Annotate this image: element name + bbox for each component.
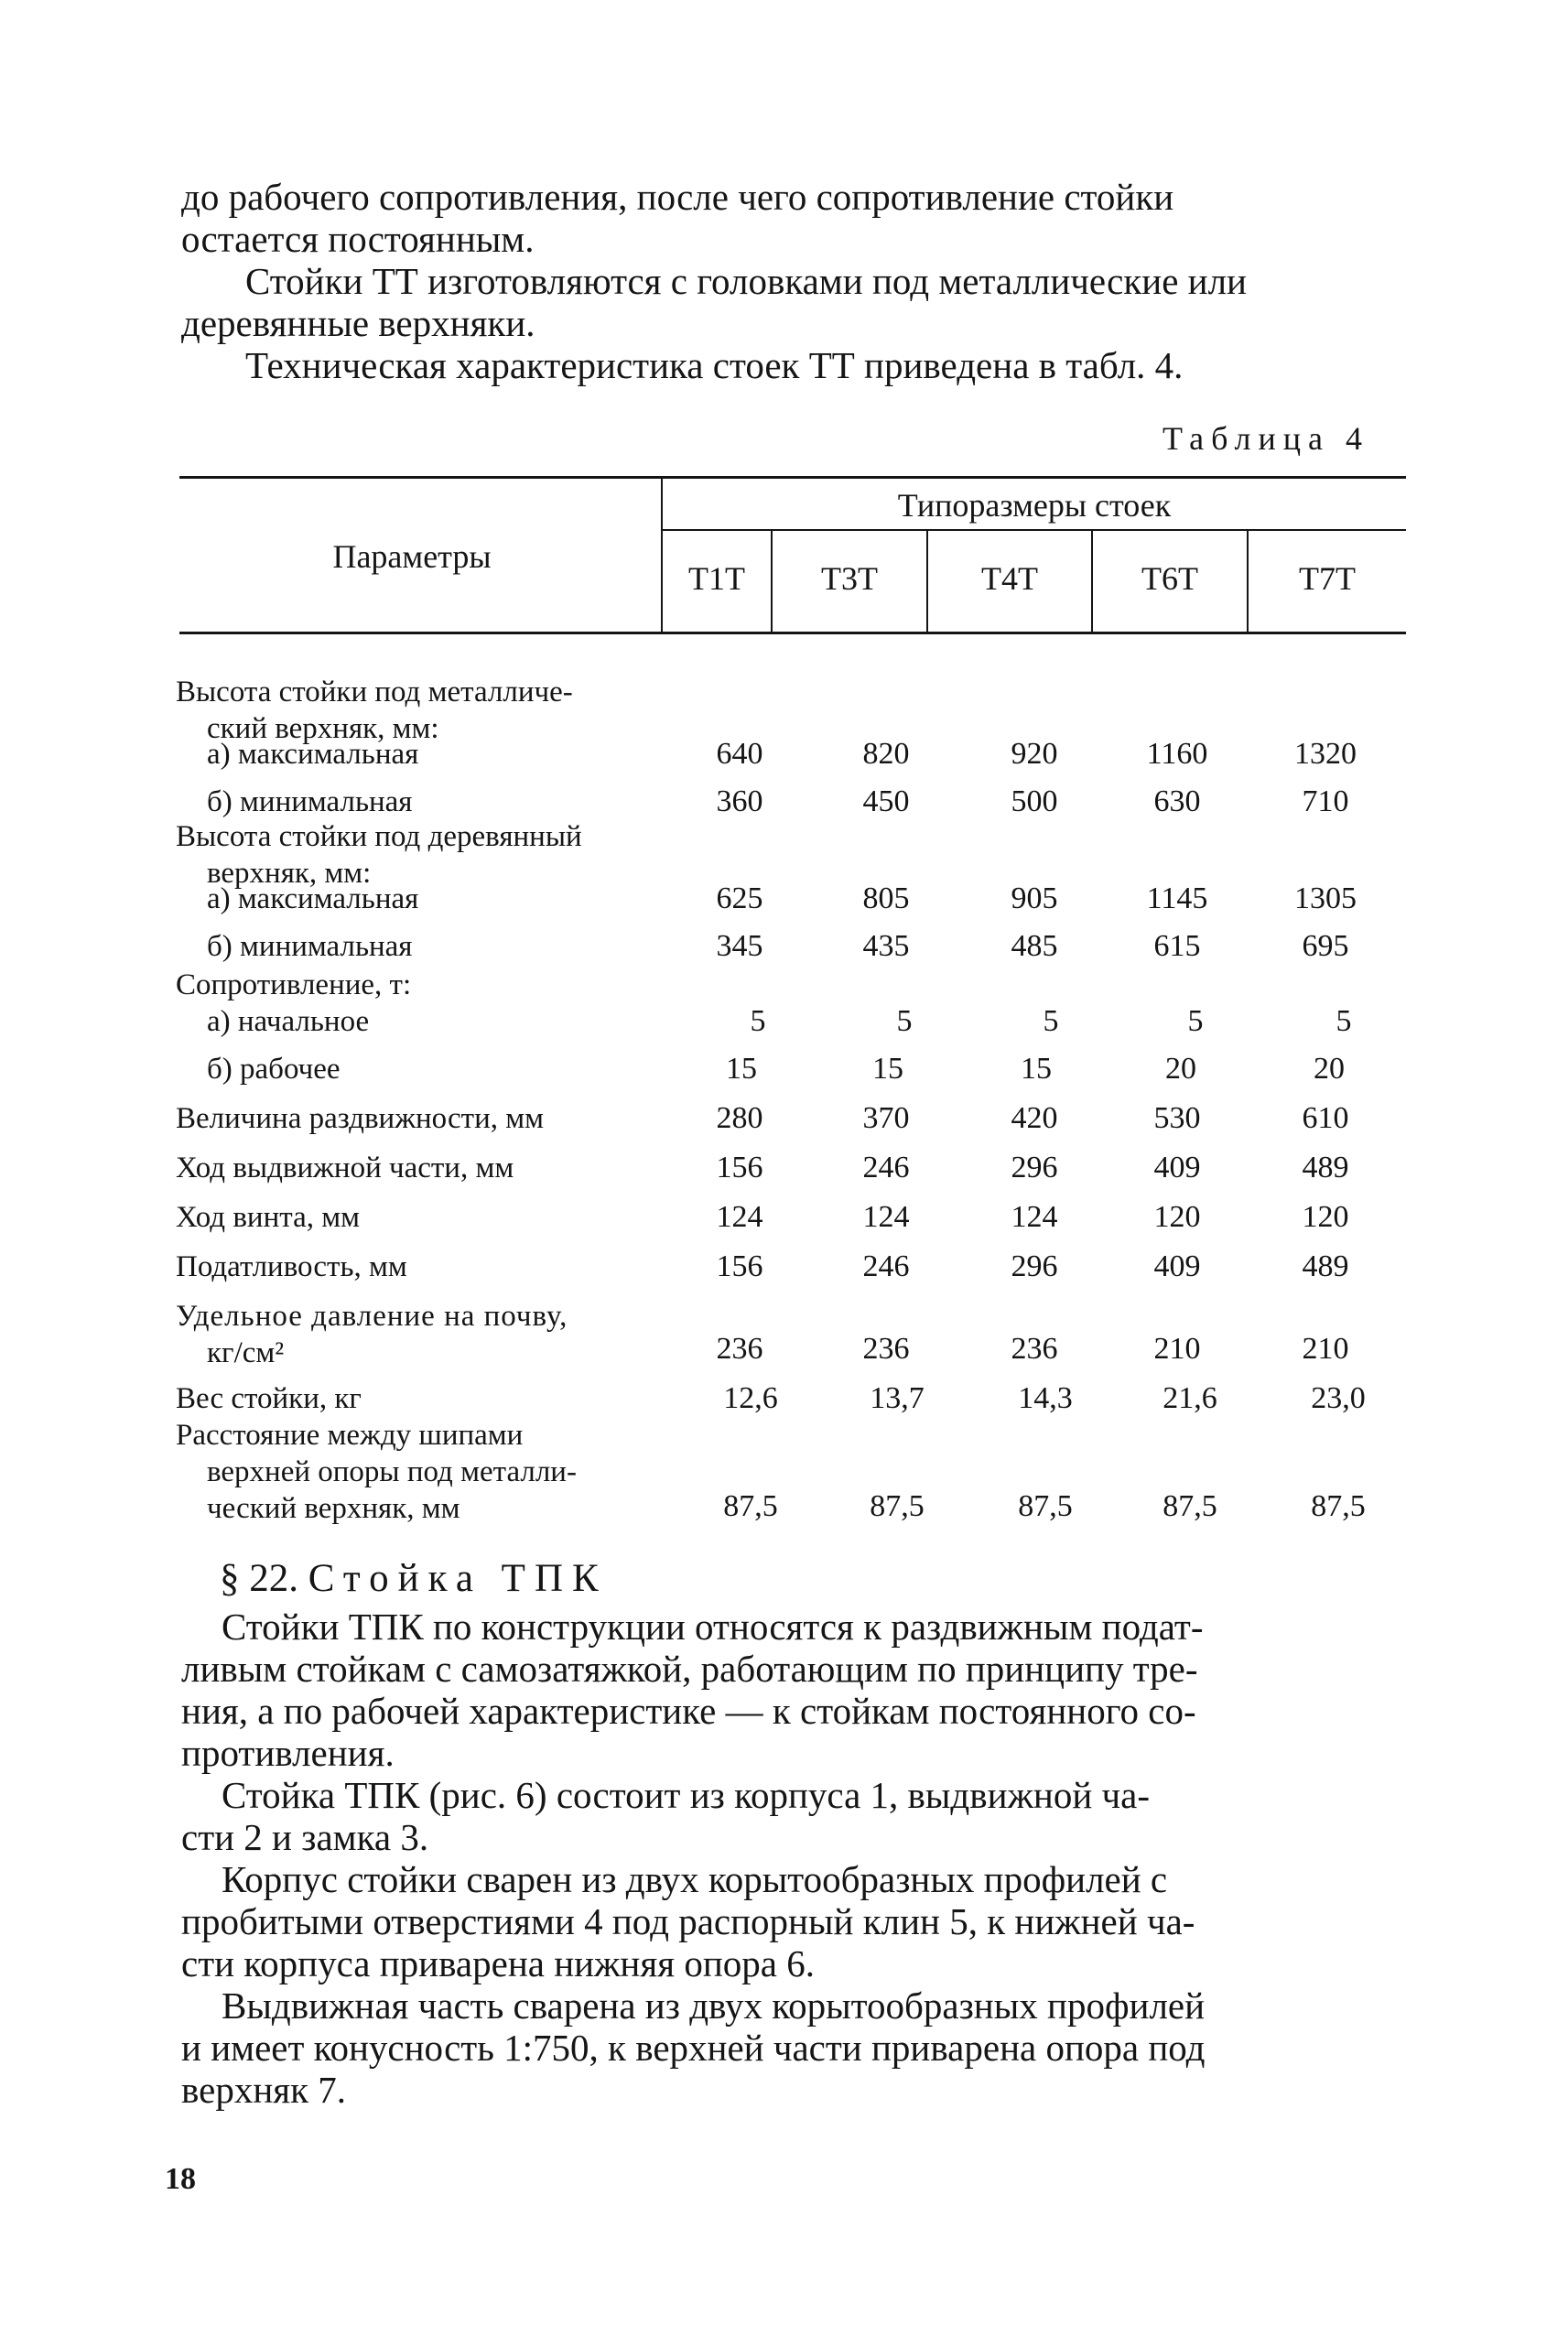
label-line: а) максимальная [207,738,419,771]
table-cell: 409 [1153,1249,1201,1283]
table-cell: 1145 [1146,881,1208,915]
table-cell: 420 [1011,1101,1058,1135]
table-row-label [176,967,670,1003]
table-cell: 485 [1011,929,1058,963]
table-cell: 14,3 [1018,1381,1073,1415]
table-cell: 820 [862,737,910,771]
table-cell: 530 [1153,1101,1201,1135]
table-cell: 615 [1153,929,1201,963]
table-cell: 489 [1302,1151,1349,1184]
text-line: и имеет конусность 1:750, к верхней части приварена опора под [181,2027,1206,2069]
label-line: Высота стойки под металличе- [176,676,573,708]
table-row-label [176,1100,670,1137]
column-header: Т4Т [981,560,1038,597]
table-row-label [176,1003,670,1040]
table-cell: 236 [1011,1332,1058,1366]
label-line: Удельное давление на почву, [176,1300,568,1333]
label-line: Высота стойки под деревянный [176,820,582,853]
table-cell: 15 [1021,1052,1052,1086]
text-line: Стойка ТПК (рис. 6) состоит из корпуса 1, выдвижной ча- [222,1774,1151,1816]
group-header: Типоразмеры стоек [897,487,1172,524]
table-cell: 13,7 [870,1381,925,1415]
label-line: верхняк, мм: [207,857,372,890]
table-cell: 236 [862,1332,910,1366]
table-cell: 640 [716,737,763,771]
table-row-label [176,784,670,820]
column-header: Т7Т [1299,560,1356,597]
table-cell: 280 [716,1101,763,1135]
section-title-text: Стойка ТПК [308,1557,608,1600]
table-cell: 124 [1011,1200,1058,1234]
section-paragraph-2 [181,1774,1410,1858]
table-row-label [176,1298,670,1371]
label-line: ский верхняк, мм: [207,712,439,745]
table-row-label [176,1150,670,1186]
table-cell: 610 [1302,1101,1349,1135]
label-line: верхней опоры под металли- [207,1455,577,1488]
text-line: ния, а по рабочей характеристике — к стойкам постоянного со- [181,1690,1196,1732]
table-cell: 435 [862,929,910,963]
table-cell: 905 [1011,881,1058,915]
table-cell: 210 [1153,1332,1201,1366]
label-line: Вес стойки, кг [176,1382,362,1415]
intro-paragraph-2 [181,260,1410,344]
param-column-divider [661,478,663,633]
table-cell: 1320 [1294,737,1357,771]
label-line: Расстояние между шипами [176,1419,524,1452]
text-line: до рабочего сопротивления, после чего сопротивление стойки [181,176,1174,218]
table-cell: 210 [1302,1332,1349,1366]
table-cell: 710 [1302,784,1349,818]
label-line: б) рабочее [207,1053,341,1086]
section-number: § 22. [220,1557,298,1600]
table-cell: 20 [1314,1052,1345,1086]
page-number: 18 [165,2162,196,2196]
label-line: а) начальное [207,1005,370,1038]
table-cell: 630 [1153,784,1201,818]
table-cell: 12,6 [723,1381,778,1415]
label-line: Ход винта, мм [176,1201,360,1234]
table-cell: 5 [1187,1004,1204,1038]
table-row-label [176,1051,670,1087]
table-row-label [176,928,670,965]
table-cell: 87,5 [1018,1489,1073,1523]
table-cell: 124 [716,1200,763,1234]
label-line: Величина раздвижности, мм [176,1102,544,1135]
table-cell: 625 [716,881,763,915]
table-cell: 21,6 [1162,1381,1217,1415]
table-cell: 1305 [1294,881,1357,915]
table-cell: 23,0 [1311,1381,1366,1415]
table-header-bottom-rule [179,632,1406,634]
intro-paragraph-3 [181,344,1410,386]
table-cell: 120 [1153,1200,1201,1234]
section-heading [220,1556,608,1601]
section-paragraph-1 [181,1606,1410,1774]
label-line: а) максимальная [207,882,419,915]
section-paragraph-4 [181,1984,1410,2111]
text-line: верхняк 7. [181,2069,347,2111]
table-cell: 409 [1153,1151,1201,1184]
table-cell: 246 [862,1151,910,1184]
table-row-label [176,1249,670,1285]
table-cell: 87,5 [1162,1489,1217,1523]
table-cell: 695 [1302,929,1349,963]
table-cell: 15 [726,1052,757,1086]
table-cell: 1160 [1146,737,1208,771]
text-line: противления. [181,1732,395,1774]
text-line: Стойки ТТ изготовляются с головками под металлические или [245,260,1247,302]
table-row-label [176,1199,670,1236]
table-cell: 920 [1011,737,1058,771]
table-cell: 5 [1043,1004,1059,1038]
table-top-rule [179,476,1406,479]
text-line: Выдвижная часть сварена из двух корытообразных профилей [222,1984,1206,2027]
table-caption: Таблица 4 [1162,420,1369,457]
table-cell: 370 [862,1101,910,1135]
table-cell: 450 [862,784,910,818]
table-cell: 87,5 [723,1489,778,1523]
table-cell: 360 [716,784,763,818]
table-cell: 345 [716,929,763,963]
label-line: кг/см² [207,1336,285,1369]
column-header: Т1Т [688,560,745,597]
table-cell: 87,5 [870,1489,925,1523]
text-line: пробитыми отверстиями 4 под распорный клин 5, к нижней ча- [181,1900,1195,1942]
text-line: Стойки ТПК по конструкции относятся к раздвижным подат- [222,1606,1204,1648]
table-cell: 489 [1302,1249,1349,1283]
group-header-rule [663,529,1406,531]
text-line: сти корпуса приварена нижняя опора 6. [181,1942,815,1984]
label-line: ческий верхняк, мм [207,1492,460,1525]
table-cell: 15 [872,1052,903,1086]
text-line: деревянные верхняки. [181,302,535,344]
table-cell: 805 [862,881,910,915]
table-cell: 5 [1336,1004,1352,1038]
intro-paragraph-1 [181,176,1410,260]
label-line: Податливость, мм [176,1250,407,1283]
table-row-label [176,1380,670,1417]
table-cell: 296 [1011,1249,1058,1283]
label-line: Сопротивление, т: [176,968,412,1001]
table-cell: 20 [1165,1052,1196,1086]
label-line: Ход выдвижной части, мм [176,1152,514,1184]
label-line: б) минимальная [207,930,413,963]
text-line: сти 2 и замка 3. [181,1816,429,1858]
table-cell: 5 [750,1004,766,1038]
table-row-label [176,1417,670,1527]
table-cell: 87,5 [1311,1489,1366,1523]
table-cell: 500 [1011,784,1058,818]
label-line: б) минимальная [207,785,413,818]
section-paragraph-3 [181,1858,1410,1984]
table-cell: 156 [716,1151,763,1184]
table-row-label [176,881,670,917]
text-line: Корпус стойки сварен из двух корытообразных профилей с [222,1858,1168,1900]
text-line: Техническая характеристика стоек ТТ приведена в табл. 4. [245,344,1184,386]
table-cell: 156 [716,1249,763,1283]
column-header: Т3Т [821,560,878,597]
text-line: ливым стойкам с самозатяжкой, работающим по принципу тре- [181,1648,1198,1690]
table-cell: 296 [1011,1151,1058,1184]
table-cell: 124 [862,1200,910,1234]
table-row-label [176,736,670,773]
table-cell: 5 [896,1004,913,1038]
text-line: остается постоянным. [181,218,535,260]
column-header: Т6Т [1141,560,1198,597]
table-cell: 236 [716,1332,763,1366]
table-cell: 120 [1302,1200,1349,1234]
param-header: Параметры [332,538,492,575]
table-cell: 246 [862,1249,910,1283]
